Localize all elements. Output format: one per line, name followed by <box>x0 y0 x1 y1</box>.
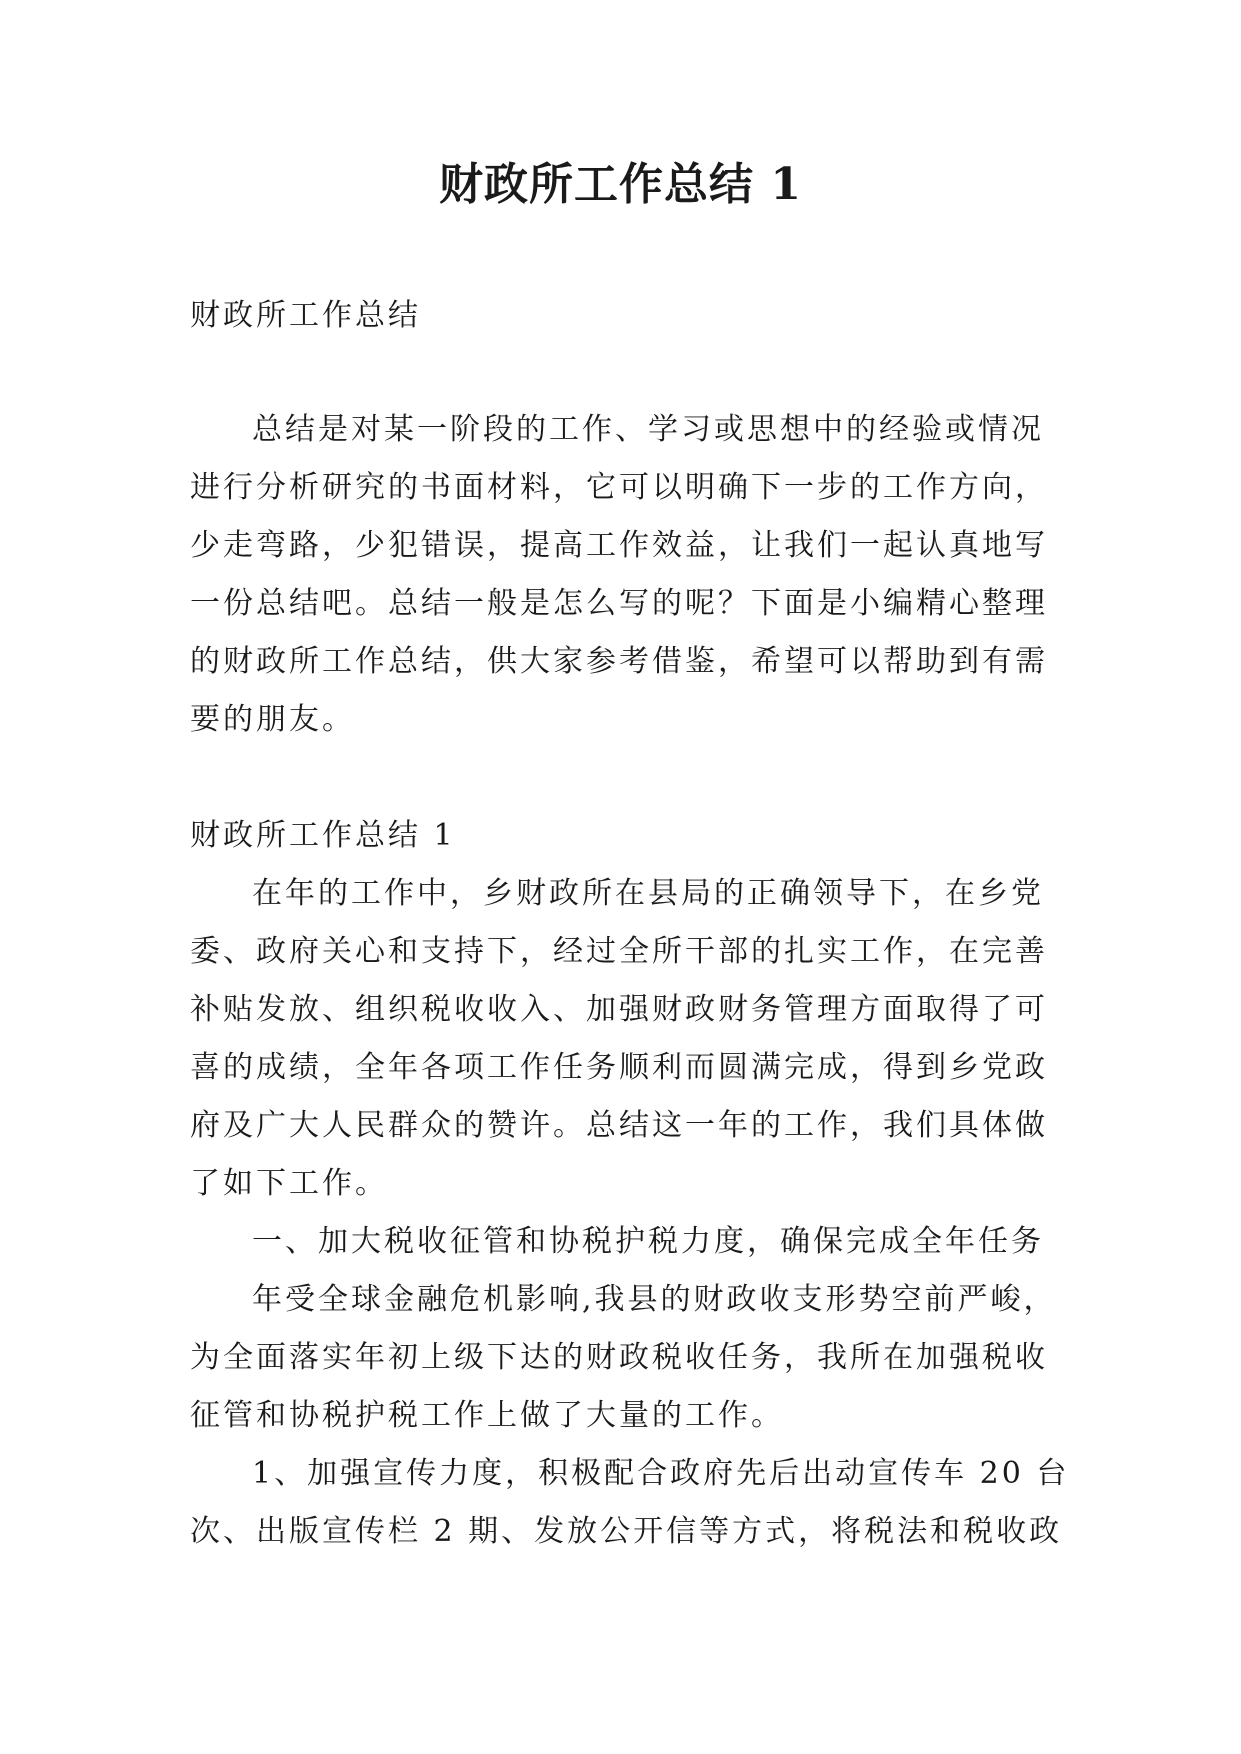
intro-line: 的财政所工作总结，供大家参考借鉴，希望可以帮助到有需 <box>190 644 1048 679</box>
intro-line: 总结是对某一阶段的工作、学习或思想中的经验或情况 <box>252 412 1044 447</box>
body-line: 次、出版宣传栏 2 期、发放公开信等方式，将税法和税收政 <box>190 1514 1063 1549</box>
intro-line: 进行分析研究的书面材料，它可以明确下一步的工作方向， <box>190 470 1048 505</box>
body-line: 年受全球金融危机影响,我县的财政收支形势空前严峻， <box>252 1282 1057 1317</box>
heading-one: 一、加大税收征管和协税护税力度，确保完成全年任务 <box>252 1224 1044 1259</box>
body-line: 补贴发放、组织税收收入、加强财政财务管理方面取得了可 <box>190 992 1048 1027</box>
intro-line: 要的朋友。 <box>190 702 355 737</box>
body-line: 委、政府关心和支持下，经过全所干部的扎实工作，在完善 <box>190 934 1048 969</box>
section-heading: 财政所工作总结 1 <box>190 818 456 853</box>
intro-line: 一份总结吧。总结一般是怎么写的呢？下面是小编精心整理 <box>190 586 1048 621</box>
document-subtitle: 财政所工作总结 <box>190 298 421 333</box>
body-line: 府及广大人民群众的赞许。总结这一年的工作，我们具体做 <box>190 1108 1048 1143</box>
body-line: 1、加强宣传力度，积极配合政府先后出动宣传车 20 台 <box>252 1456 1070 1491</box>
intro-line: 少走弯路，少犯错误，提高工作效益，让我们一起认真地写 <box>190 528 1048 563</box>
body-line: 在年的工作中，乡财政所在县局的正确领导下，在乡党 <box>252 876 1044 911</box>
body-line: 征管和协税护税工作上做了大量的工作。 <box>190 1398 784 1433</box>
body-line: 为全面落实年初上级下达的财政税收任务，我所在加强税收 <box>190 1340 1048 1375</box>
document-title: 财政所工作总结 1 <box>439 159 802 210</box>
body-line: 了如下工作。 <box>190 1166 388 1201</box>
body-line: 喜的成绩，全年各项工作任务顺利而圆满完成，得到乡党政 <box>190 1050 1048 1085</box>
